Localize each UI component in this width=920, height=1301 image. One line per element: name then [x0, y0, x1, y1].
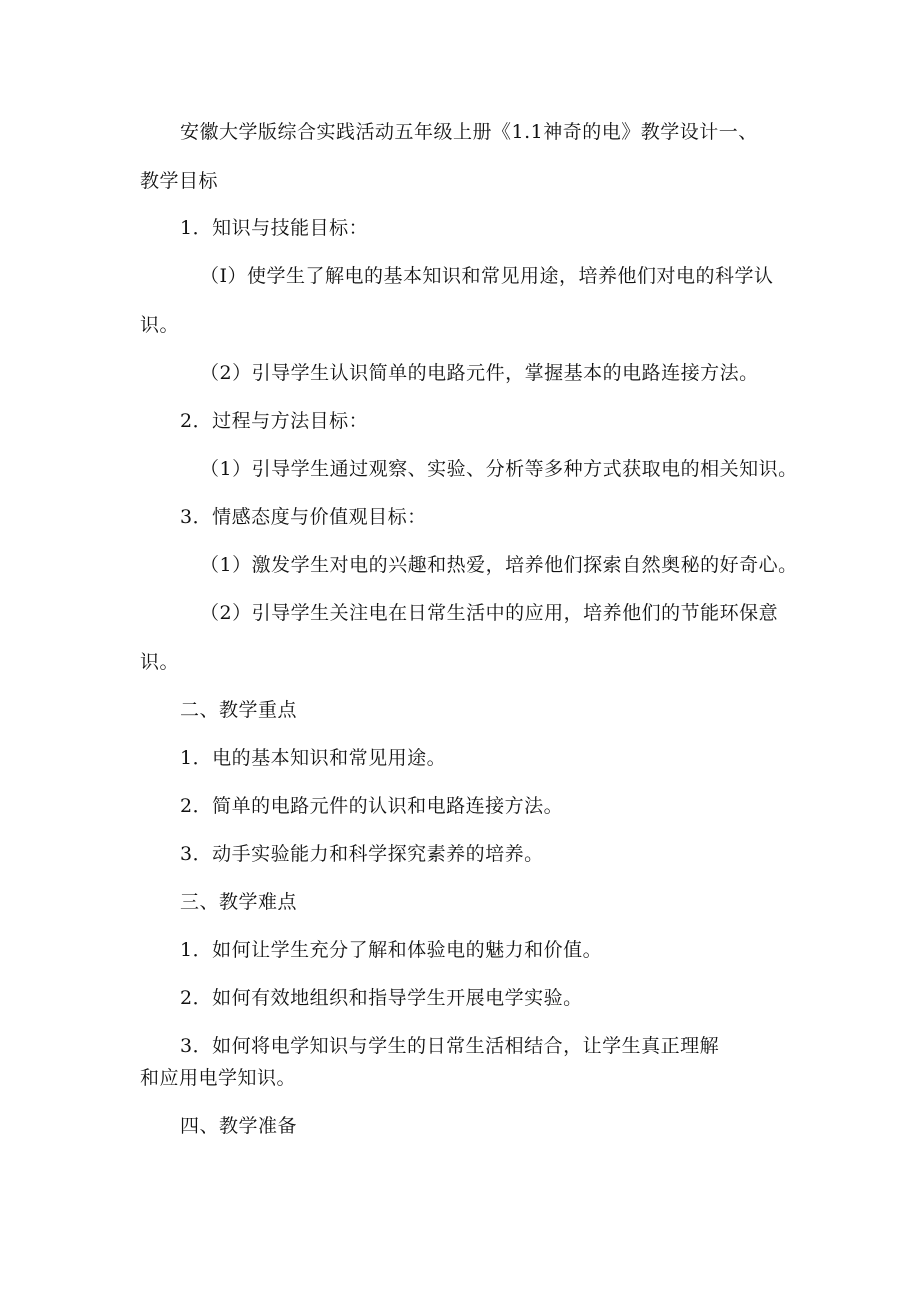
objective-knowledge-heading: 1．知识与技能目标：: [180, 217, 369, 239]
objective-emotion-item-2: （2）引导学生关注电在日常生活中的应用，培养他们的节能环保意: [200, 602, 779, 624]
objective-emotion-item-2-cont: 识。: [140, 651, 180, 673]
objective-process-item-1: （1）引导学生通过观察、实验、分析等多种方式获取电的相关知识。: [200, 458, 798, 480]
section-key-points-heading: 二、教学重点: [180, 699, 298, 721]
difficulty-2: 2．如何有效地组织和指导学生开展电学实验。: [180, 987, 583, 1009]
objective-knowledge-item-2: （2）引导学生认识简单的电路元件，掌握基本的电路连接方法。: [200, 362, 759, 384]
section-preparation-heading: 四、教学准备: [180, 1115, 298, 1137]
key-point-1: 1．电的基本知识和常见用途。: [180, 747, 447, 769]
key-point-3: 3．动手实验能力和科学探究素养的培养。: [180, 843, 544, 865]
objective-process-heading: 2．过程与方法目标：: [180, 410, 369, 432]
doc-title-line-cont: 教学目标: [140, 170, 219, 192]
difficulty-1: 1．如何让学生充分了解和体验电的魅力和价值。: [180, 939, 603, 961]
objective-knowledge-item-1: （I）使学生了解电的基本知识和常见用途，培养他们对电的科学认: [200, 265, 774, 287]
section-difficulties-heading: 三、教学难点: [180, 891, 298, 913]
objective-knowledge-item-1-cont: 识。: [140, 314, 180, 336]
objective-emotion-item-1: （1）激发学生对电的兴趣和热爱，培养他们探索自然奥秘的好奇心。: [200, 554, 798, 576]
difficulty-3: 3．如何将电学知识与学生的日常生活相结合，让学生真正理解: [180, 1035, 720, 1057]
objective-emotion-heading: 3．情感态度与价值观目标：: [180, 506, 427, 528]
difficulty-3-cont: 和应用电学知识。: [140, 1067, 297, 1089]
key-point-2: 2．简单的电路元件的认识和电路连接方法。: [180, 795, 564, 817]
doc-title-line: 安徽大学版综合实践活动五年级上册《1.1神奇的电》教学设计一、: [180, 121, 758, 143]
